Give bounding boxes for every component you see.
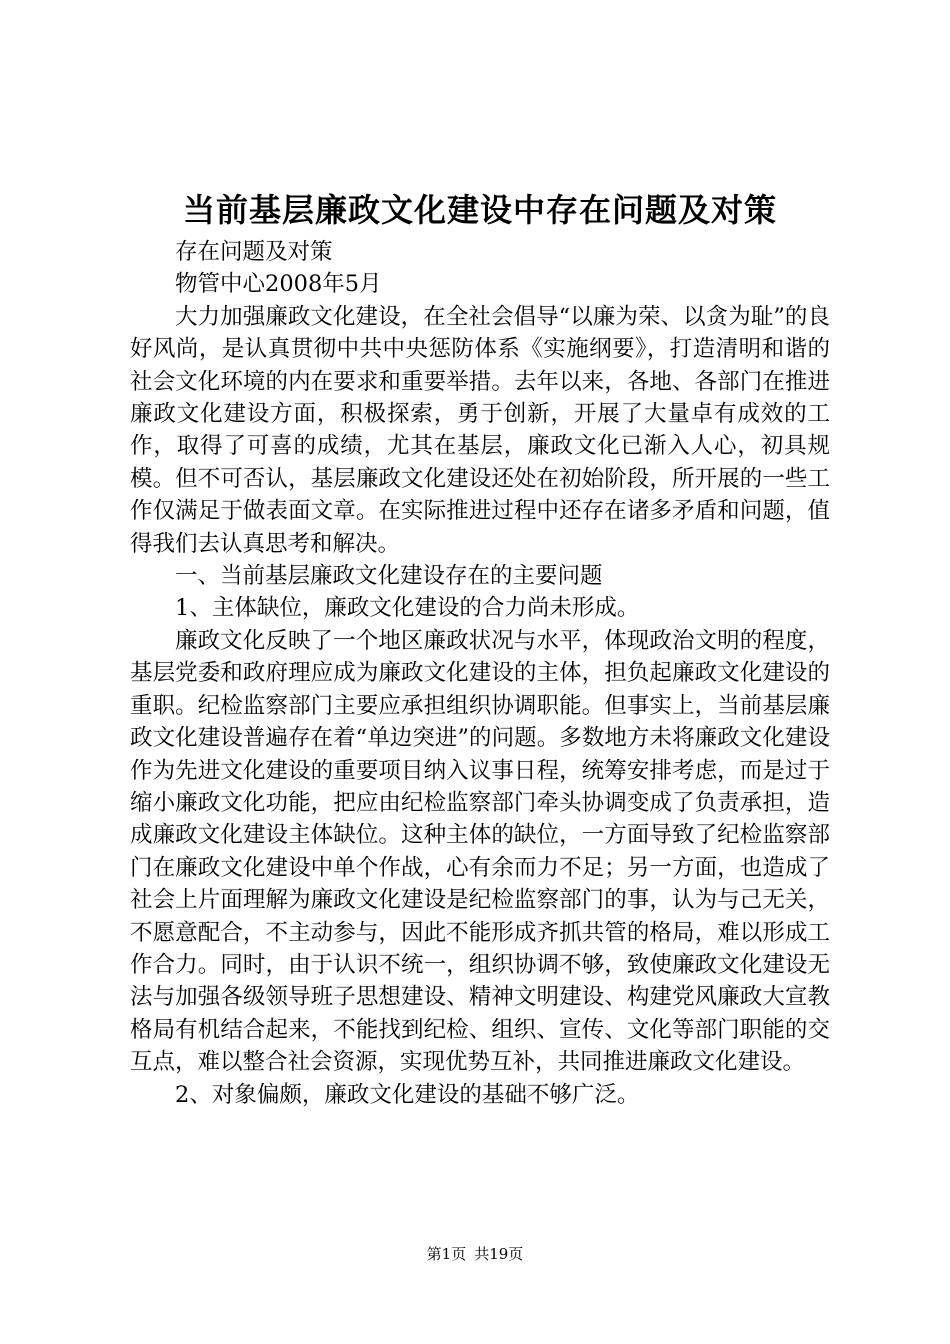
page-footer [0, 1244, 950, 1264]
page-total: 共19页 [474, 1245, 524, 1263]
subtitle-paragraph: 存在问题及对策 [175, 239, 333, 265]
intro-paragraph: 大力加强廉政文化建设，在全社会倡导“以廉为荣、以贪为耻”的良好风尚，是认真贯彻中共中央惩防体系《实施纲要》，打造清明和谐的社会文化环境的内在要求和重要举措。去年以来，各地、各部门在推进廉政文化建设方面，积极探索，勇于创新，开展了大量卓有成效的工作，取得了可喜的成绩，尤其在基层，廉政文化已渐入人心，初具规模。但不可否认，基层廉政文化建设还处在初始阶段，所开展的一些工作仅满足于做表面文章。在实际推进过程中还存在诸多矛盾和问题，值得我们去认真思考和解决。 [130, 303, 830, 557]
document-body [130, 236, 830, 1111]
author-date-paragraph: 物管中心2008年5月 [175, 271, 382, 298]
subsection-heading-1: 1、主体缺位，廉政文化建设的合力尚未形成。 [175, 595, 640, 622]
page-number: 第1页 [426, 1245, 467, 1263]
section-heading-1: 一、当前基层廉政文化建设存在的主要问题 [175, 563, 603, 590]
document-title: 当前基层廉政文化建设中存在问题及对策 [182, 191, 777, 229]
subsection-heading-2: 2、对象偏颇，廉政文化建设的基础不够广泛。 [175, 1081, 640, 1108]
body-paragraph-1: 廉政文化反映了一个地区廉政状况与水平，体现政治文明的程度，基层党委和政府理应成为廉政文化建设的主体，担负起廉政文化建设的重职。纪检监察部门主要应承担组织协调职能。但事实上，当前基层廉政文化建设普遍存在着“单边突进”的问题。多数地方未将廉政文化建设作为先进文化建设的重要项目纳入议事日程，统筹安排考虑，而是过于缩小廉政文化功能，把应由纪检监察部门牵头协调变成了负责承担，造成廉政文化建设主体缺位。这种主体的缺位，一方面导致了纪检监察部门在廉政文化建设中单个作战，心有余而力不足；另一方面，也造成了社会上片面理解为廉政文化建设是纪检监察部门的事，认为与己无关，不愿意配合，不主动参与，因此不能形成齐抓共管的格局，难以形成工作合力。同时，由于认识不统一，组织协调不够，致使廉政文化建设无法与加强各级领导班子思想建设、精神文明建设、构建党风廉政大宣教格局有机结合起来，不能找到纪检、组织、宣传、文化等部门职能的交互点，难以整合社会资源，实现优势互补，共同推进廉政文化建设。 [130, 627, 830, 1076]
